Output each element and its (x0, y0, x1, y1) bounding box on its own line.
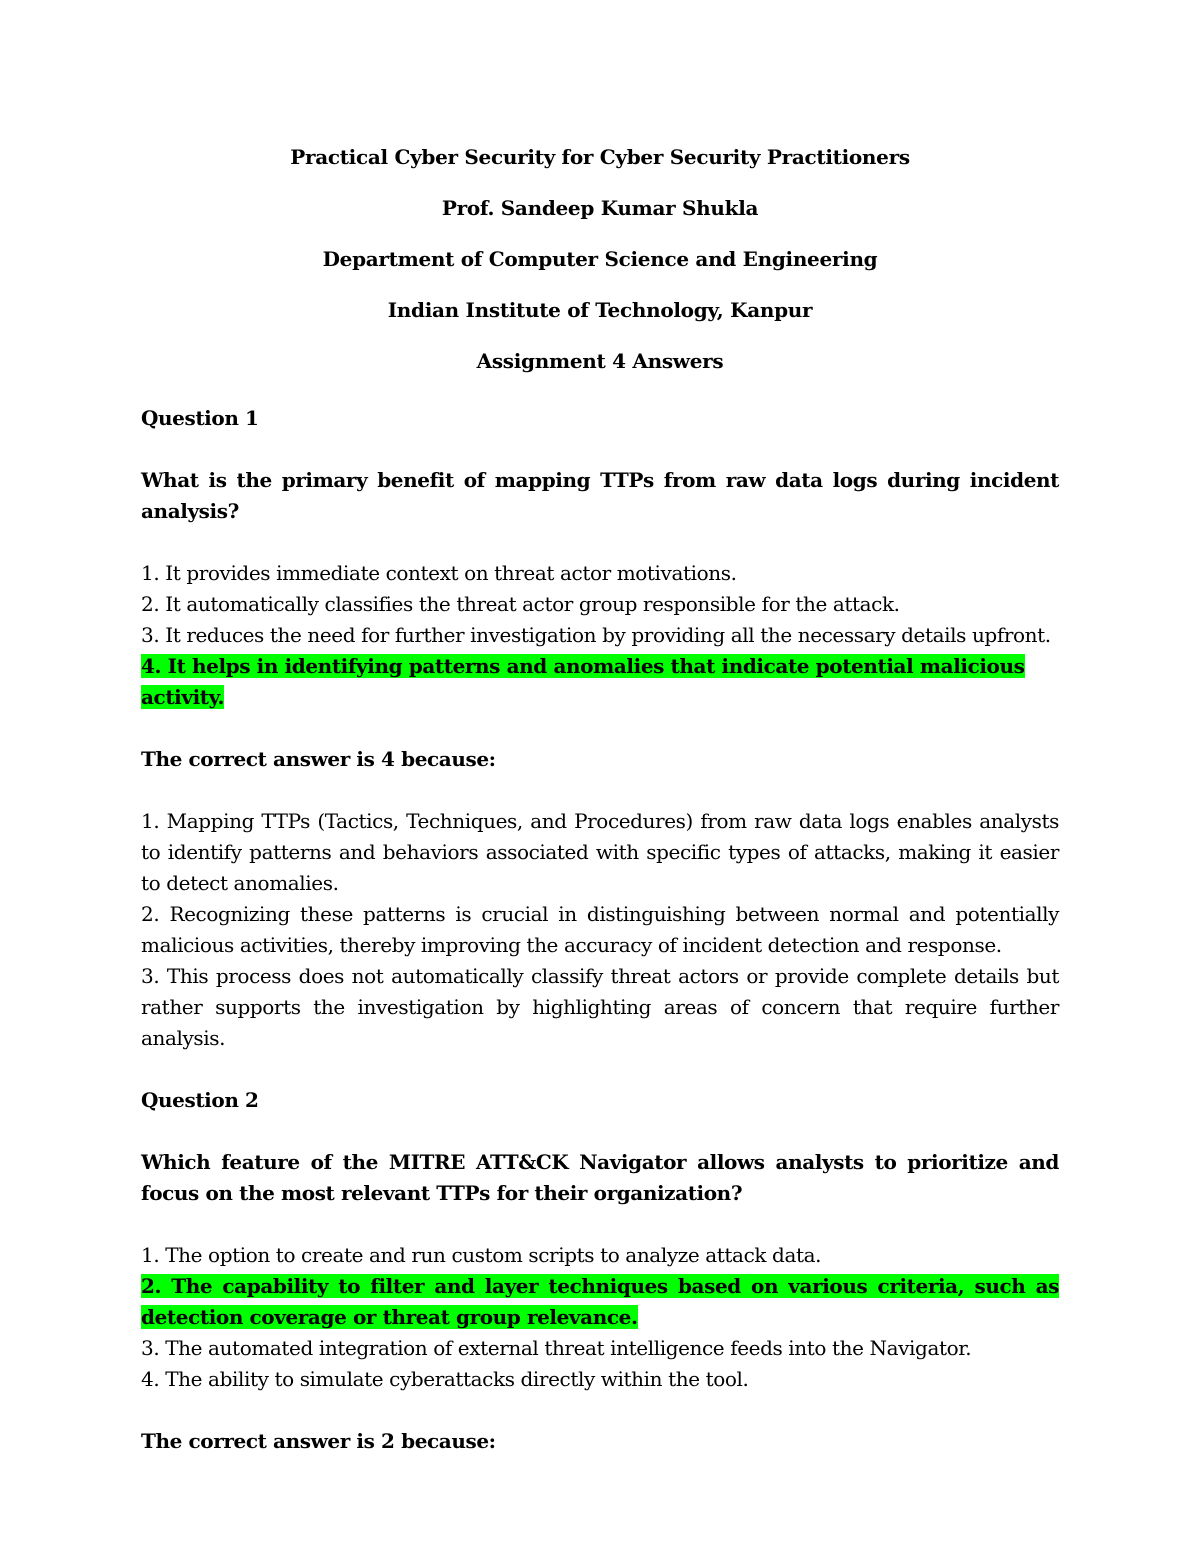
correct-answer-highlight: 4. It helps in identifying patterns and anomalies that indicate potential malicious activity. (141, 654, 1025, 709)
question-2-answer-heading: The correct answer is 2 because: (141, 1429, 496, 1453)
question-2-option-1: 1. The option to create and run custom scripts to analyze attack data. (141, 1243, 822, 1267)
question-1-answer-heading: The correct answer is 4 because: (141, 747, 496, 771)
document-body (141, 403, 1059, 1488)
question-2-heading: Question 2 (141, 1088, 259, 1112)
assignment-title: Assignment 4 Answers (476, 349, 724, 373)
question-1-text: What is the primary benefit of mapping TTPs from raw data logs during incident analysis? (141, 468, 1059, 523)
question-1-option-3: 3. It reduces the need for further investigation by providing all the necessary details upfront. (141, 623, 1051, 647)
question-2-option-4: 4. The ability to simulate cyberattacks directly within the tool. (141, 1367, 749, 1391)
question-1-explanation-1: 1. Mapping TTPs (Tactics, Techniques, and Procedures) from raw data logs enables analysts to identify patterns and behaviors associated with specific types of attacks, making it easier to detect anomalies. (141, 809, 1059, 895)
question-1-option-1: 1. It provides immediate context on threat actor motivations. (141, 561, 737, 585)
question-1-option-4-correct (141, 651, 1059, 713)
document-header (0, 140, 1200, 395)
question-1-option-2: 2. It automatically classifies the threat actor group responsible for the attack. (141, 592, 900, 616)
professor-name: Prof. Sandeep Kumar Shukla (441, 196, 759, 220)
question-2-option-3: 3. The automated integration of external threat intelligence feeds into the Navigator. (141, 1336, 972, 1360)
course-title: Practical Cyber Security for Cyber Security Practitioners (290, 145, 910, 169)
question-1-explanations (141, 806, 1059, 1054)
correct-answer-highlight: 2. The capability to filter and layer techniques based on various criteria, such as detection coverage or threat group relevance. (141, 1274, 1059, 1329)
question-1-heading: Question 1 (141, 406, 259, 430)
question-2-text: Which feature of the MITRE ATT&CK Navigator allows analysts to prioritize and focus on the most relevant TTPs for their organization? (141, 1150, 1059, 1205)
question-2-option-2-correct (141, 1271, 1059, 1333)
question-1-options (141, 558, 1059, 713)
department-name: Department of Computer Science and Engineering (322, 247, 878, 271)
institute-name: Indian Institute of Technology, Kanpur (387, 298, 813, 322)
question-1-explanation-3: 3. This process does not automatically classify threat actors or provide complete details but rather supports the investigation by highlighting areas of concern that require further analysis. (141, 964, 1059, 1050)
question-1-explanation-2: 2. Recognizing these patterns is crucial in distinguishing between normal and potentially malicious activities, thereby improving the accuracy of incident detection and response. (141, 902, 1059, 957)
question-2-options (141, 1240, 1059, 1395)
